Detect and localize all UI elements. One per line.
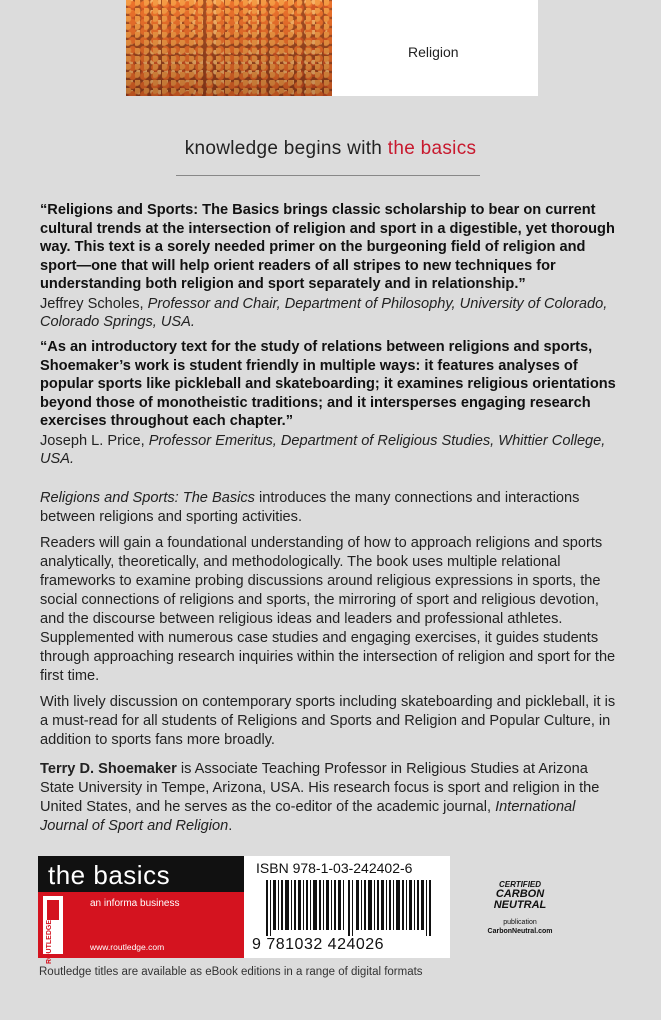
quote-role: Professor Emeritus, Department of Religious Studies, Whittier College, USA.	[40, 432, 606, 467]
series-label: Religion	[408, 44, 459, 60]
tagline	[0, 138, 661, 160]
book-description	[40, 489, 620, 843]
carbon-certified: CERTIFIED	[498, 880, 542, 889]
publisher-url: www.routledge.com	[90, 942, 165, 952]
quote-author: Jeffrey Scholes,	[40, 295, 148, 312]
barcode-number: 9 781032 424026	[252, 936, 385, 953]
cover-photo-crowd	[126, 0, 332, 96]
endorsement-quote	[40, 201, 620, 332]
description-text: introduces the many connections and interactions between religions and sporting activities.	[40, 490, 580, 525]
journal-title: International Journal of Sport and Religion	[40, 799, 576, 834]
carbon-publication: publication	[503, 919, 537, 926]
carbon-neutral-title: CARBON NEUTRAL	[493, 888, 547, 911]
quote-attribution	[40, 432, 620, 469]
series-logo-text: the basics	[48, 860, 171, 890]
book-title: Religions and Sports: The Basics	[40, 490, 255, 506]
barcode-icon	[266, 880, 436, 936]
carbon-url: CarbonNeutral.com	[487, 928, 553, 935]
isbn-label: ISBN 978-1-03-242402-6	[256, 860, 413, 876]
tagline-accent: the basics	[387, 138, 477, 159]
author-name: Terry D. Shoemaker	[40, 761, 177, 777]
publisher-bar	[38, 856, 450, 964]
description-paragraph: Readers will gain a foundational understanding of how to approach religions and sports analytically, theoretically, and methodologically. The book uses multiple relational frameworks to examine probing discussions around religious expressions in sports, the social connections of religions and sports, the mirroring of sport and religious devotion, and the discourse between religious ideas and leaders and professional athletes. Supplemented with numerous case studies and engaging exercises, it guides students through approaching research inquiries within the intersection of religion and sport for the first time.	[40, 535, 616, 684]
quote-text: “As an introductory text for the study of relations between religions and sports, Shoemaker’s work is student friendly in multiple ways: it features analyses of popular sports like pickleball and skateboarding; it examines religious orientations beyond those of monotheistic traditions; and it intersperses engaging research exercises throughout each chapter.”	[40, 339, 616, 429]
description-paragraph: With lively discussion on contemporary sports including skateboarding and pickleball, it is a must-read for all students of Religions and Sports and Religion and Popular Culture, in addition to sports fans more broadly.	[40, 694, 616, 748]
quote-text: “Religions and Sports: The Basics brings classic scholarship to bear on current cultural trends at the intersection of religion and sport in a digestible, yet thorough way. This text is a sorely needed primer on the burgeoning field of religion and sport—one that will help orient readers of all stripes to new techniques for understanding both religion and sport separately and in relationship.”	[40, 202, 615, 292]
quote-author: Joseph L. Price,	[40, 432, 149, 449]
isbn-barcode-block	[244, 856, 450, 958]
author-bio	[40, 760, 620, 836]
quote-attribution	[40, 295, 620, 332]
description-paragraph	[40, 489, 620, 527]
routledge-logo-text: ROUTLEDGE	[46, 920, 53, 964]
informa-tagline: an informa business	[90, 898, 180, 909]
carbon-neutral-logo	[480, 880, 560, 960]
endorsement-quote	[40, 338, 620, 469]
ebook-note: Routledge titles are available as eBook editions in a range of digital formats	[39, 966, 423, 978]
author-bio-end: .	[228, 818, 233, 834]
author-bio-text: is Associate Teaching Professor in Religious Studies at Arizona State University in Tempe, Arizona, USA. His research focus is sport and religion in the United States, and he serves as the co-editor of the academic journal,	[40, 761, 600, 815]
the-basics-logo-block	[38, 856, 244, 964]
divider	[176, 175, 480, 176]
tagline-prefix: knowledge begins with	[184, 138, 388, 159]
quote-role: Professor and Chair, Department of Philosophy, University of Colorado, Colorado Springs, USA.	[40, 295, 608, 330]
